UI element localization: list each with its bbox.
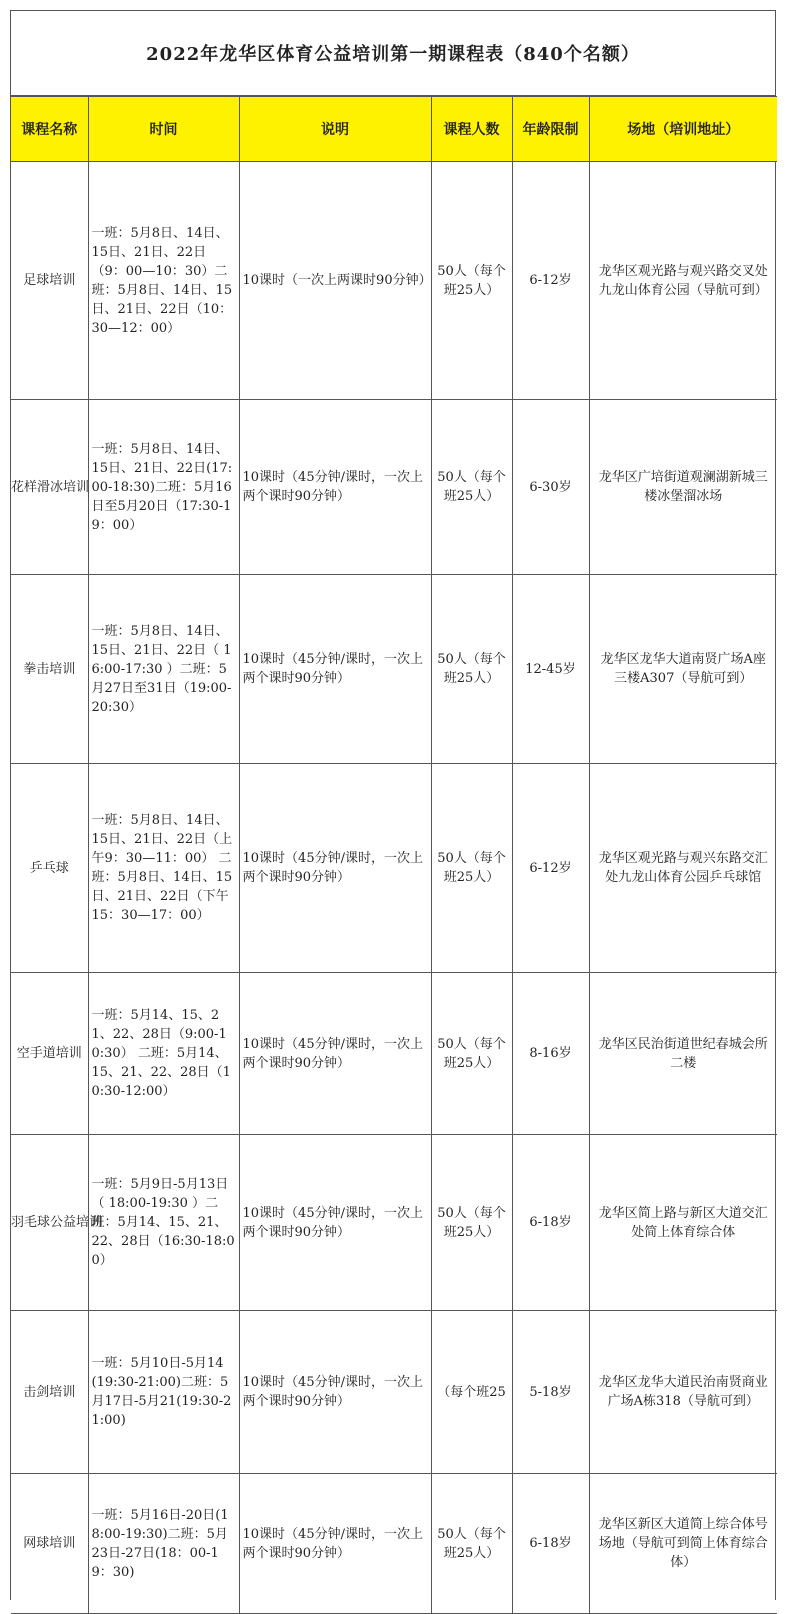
course-age-limit: 6-30岁	[512, 400, 589, 575]
course-description: 10课时（45分钟/课时，一次上两个课时90分钟）	[239, 1135, 431, 1311]
enrollment-text: 50人（每个班25人）	[437, 652, 506, 686]
course-age-limit: 12-45岁	[512, 575, 589, 764]
course-venue: 龙华区龙华大道民治南贤商业广场A栋318（导航可到）	[589, 1311, 777, 1474]
course-description: 10课时（45分钟/课时，一次上两个课时90分钟）	[239, 400, 431, 575]
course-venue: 龙华区龙华大道南贤广场A座三楼A307（导航可到）	[589, 575, 777, 764]
table-row	[11, 575, 777, 764]
enrollment-text: 50人（每个班25人）	[437, 1036, 506, 1071]
table-row	[11, 162, 777, 400]
course-enrollment	[431, 1474, 512, 1614]
enrollment-text: 50人（每个班25人）	[437, 851, 506, 885]
course-name: 乒乓球	[11, 764, 88, 973]
course-name: 花样滑冰培训	[11, 400, 88, 575]
course-description: 10课时（45分钟/课时，一次上两个课时90分钟）	[239, 1474, 431, 1614]
course-name: 击剑培训	[11, 1311, 88, 1474]
table-row	[11, 973, 777, 1135]
course-name: 足球培训	[11, 162, 88, 400]
header-enrollment: 课程人数	[431, 97, 512, 162]
course-time: 一班：5月8日、14日、15日、21日、22日（ 16:00-17:30 ）二班：5月27日至31日（19:00-20:30）	[88, 575, 239, 764]
course-enrollment	[431, 1311, 512, 1474]
table-row	[11, 1135, 777, 1311]
course-name: 空手道培训	[11, 973, 88, 1135]
course-description: 10课时（45分钟/课时，一次上两个课时90分钟）	[239, 973, 431, 1135]
course-enrollment	[431, 764, 512, 973]
course-description: 10课时（45分钟/课时，一次上两个课时90分钟）	[239, 764, 431, 973]
course-name: 网球培训	[11, 1474, 88, 1614]
header-course-name: 课程名称	[11, 97, 88, 162]
course-venue: 龙华区观光路与观兴东路交汇处九龙山体育公园乒乓球馆	[589, 764, 777, 973]
table-row	[11, 400, 777, 575]
enrollment-text: 50人（每个班25人）	[437, 470, 506, 504]
course-age-limit: 6-12岁	[512, 162, 589, 400]
enrollment-text: 50人（每个班25人）	[437, 263, 506, 298]
course-age-limit: 6-18岁	[512, 1135, 589, 1311]
course-schedule-sheet	[10, 10, 776, 1600]
header-row	[11, 97, 777, 162]
course-venue: 龙华区新区大道简上综合体号场地（导航可到简上体育综合体）	[589, 1474, 777, 1614]
course-name: 拳击培训	[11, 575, 88, 764]
course-enrollment	[431, 973, 512, 1135]
course-time: 一班：5月16日-20日(18:00-19:30)二班：5月23日-27日(18：00-19：30)	[88, 1474, 239, 1614]
enrollment-text: 50人（每个班25人）	[437, 1205, 506, 1240]
table-row	[11, 764, 777, 973]
course-time: 一班：5月8日、14日、15日、21日、22日（上午9：30—11：00） 二班：5月8日、14日、15日、21日、22日（下午15：30—17：00）	[88, 764, 239, 973]
course-time: 一班：5月9日-5月13日（ 18:00-19:30 ）二班：5月14、15、21、22、28日（16:30-18:00）	[88, 1135, 239, 1311]
course-time: 一班：5月14、15、21、22、28日（9:00-10:30） 二班：5月14、15、21、22、28日（10:30-12:00）	[88, 973, 239, 1135]
course-enrollment	[431, 575, 512, 764]
enrollment-text: （每个班25	[437, 1384, 506, 1400]
course-table	[11, 96, 777, 1614]
course-description: 10课时（一次上两课时90分钟）	[239, 162, 431, 400]
course-name: 羽毛球公益培训	[11, 1135, 88, 1311]
table-row	[11, 1474, 777, 1614]
header-age-limit: 年龄限制	[512, 97, 589, 162]
course-venue: 龙华区广培街道观澜湖新城三楼冰堡溜冰场	[589, 400, 777, 575]
page-title: 2022年龙华区体育公益培训第一期课程表（840个名额）	[11, 11, 775, 96]
course-time: 一班：5月8日、14日、15日、21日、22日（9：00—10：30）二班：5月8日、14日、15日、21日、22日（10：30—12：00）	[88, 162, 239, 400]
header-description: 说明	[239, 97, 431, 162]
course-venue: 龙华区观光路与观兴路交叉处九龙山体育公园（导航可到）	[589, 162, 777, 400]
course-enrollment	[431, 1135, 512, 1311]
course-time: 一班：5月8日、14日、15日、21日、22日(17:00-18:30)二班：5月16日至5月20日（17:30-19：00）	[88, 400, 239, 575]
course-age-limit: 8-16岁	[512, 973, 589, 1135]
course-enrollment	[431, 400, 512, 575]
course-venue: 龙华区民治街道世纪春城会所二楼	[589, 973, 777, 1135]
course-enrollment	[431, 162, 512, 400]
course-description: 10课时（45分钟/课时，一次上两个课时90分钟）	[239, 575, 431, 764]
course-age-limit: 6-12岁	[512, 764, 589, 973]
course-venue: 龙华区简上路与新区大道交汇处简上体育综合体	[589, 1135, 777, 1311]
course-age-limit: 5-18岁	[512, 1311, 589, 1474]
header-venue: 场地（培训地址）	[589, 97, 777, 162]
table-row	[11, 1311, 777, 1474]
course-description: 10课时（45分钟/课时，一次上两个课时90分钟）	[239, 1311, 431, 1474]
enrollment-text: 50人（每个班25人）	[437, 1526, 506, 1561]
header-time: 时间	[88, 97, 239, 162]
course-age-limit: 6-18岁	[512, 1474, 589, 1614]
course-time: 一班：5月10日-5月14(19:30-21:00)二班：5月17日-5月21(19:30-21:00)	[88, 1311, 239, 1474]
